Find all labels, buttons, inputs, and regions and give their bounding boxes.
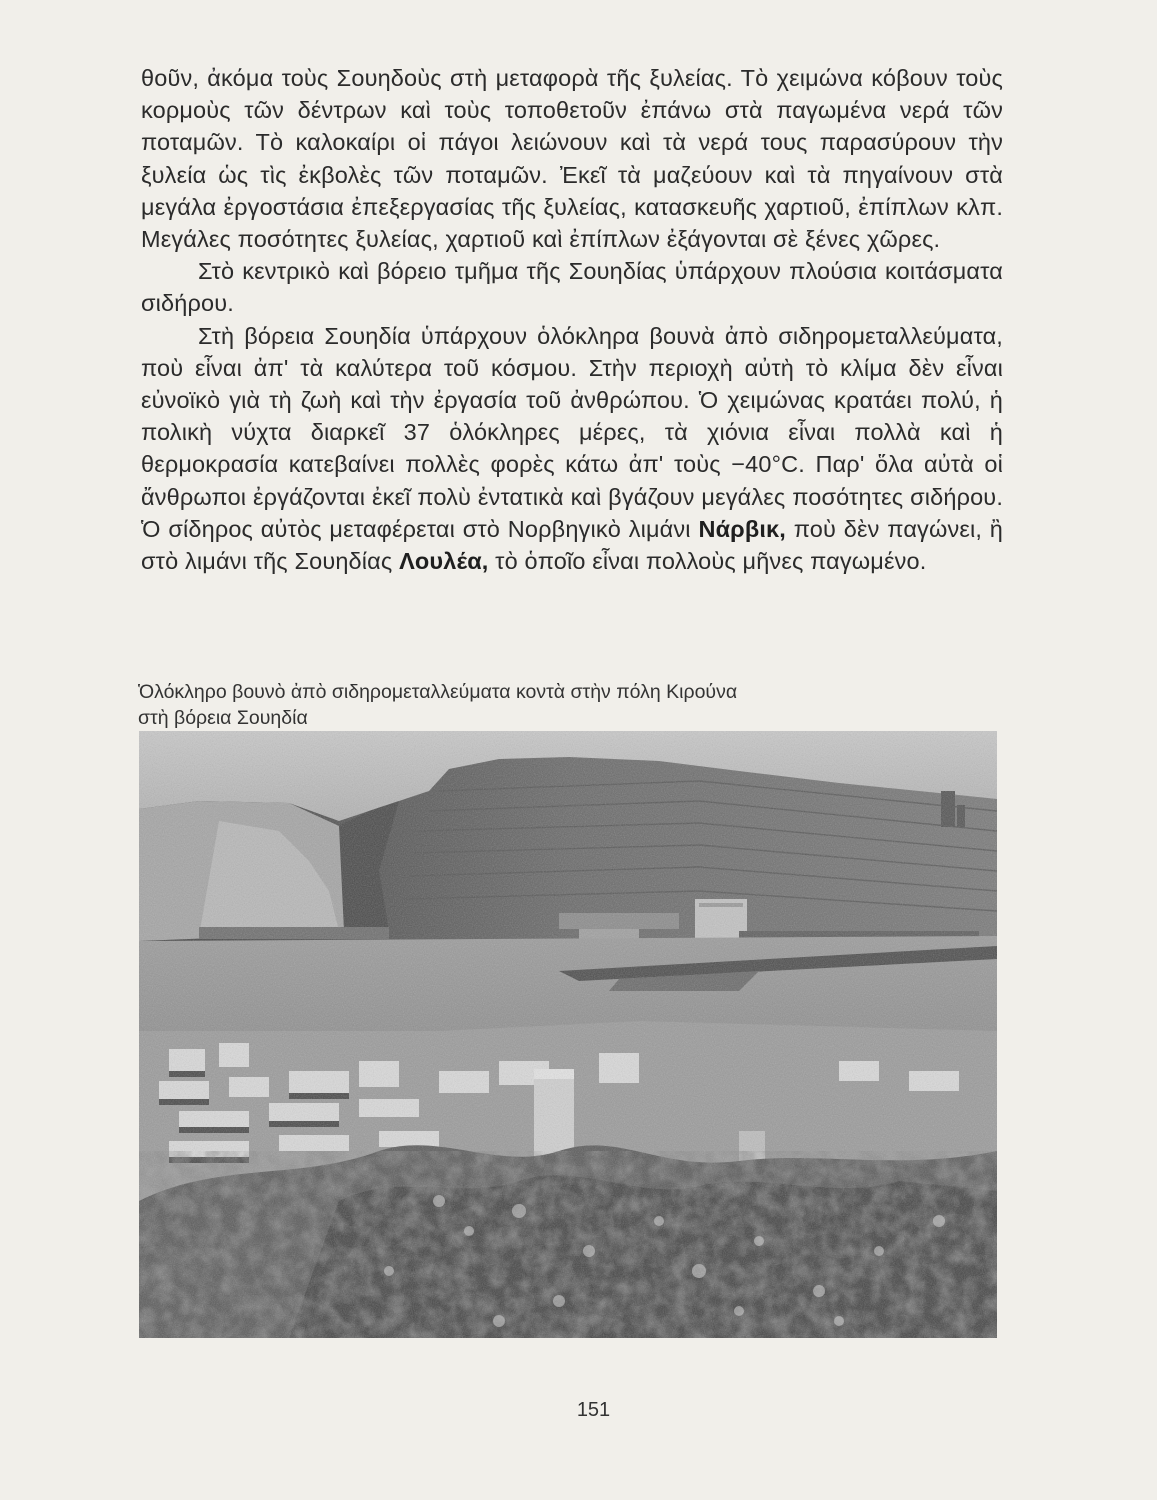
paragraph-timber: θοῦν, ἀκόμα τοὺς Σουηδοὺς στὴ μεταφορὰ τῆς ξυλείας. Τὸ χειμώνα κόβουν τοὺς κορμοὺς τῶν δέντρων καὶ τοὺς τοποθετοῦν ἐπάνω στὰ παγωμένα νερά τῶν ποταμῶν. Τὸ καλοκαίρι οἱ πάγοι λειώνουν καὶ τὰ νερά τους παρασύρουν τὴν ξυλεία ὡς τὶς ἐκβολὲς τῶν ποταμῶν. Ἐκεῖ τὰ μαζεύουν καὶ τὰ πηγαίνουν στὰ μεγάλα ἐργοστάσια ἐπεξεργασίας τῆς ξυλείας, κατασκευῆς χαρτιοῦ, ἐπίπλων κλπ. Μεγάλες ποσότητες ξυλείας, χαρτιοῦ καὶ ἐπίπλων ἐξάγονται σὲ ξένες χῶρες. [141, 65, 1003, 253]
paragraph-text-after: τὸ ὁποῖο εἶναι πολλοὺς μῆνες παγωμένο. [488, 548, 927, 575]
paragraph-text-before: Στὴ βόρεια Σουηδία ὑπάρχουν ὁλόκληρα βουνὰ ἀπὸ σιδηρομεταλλεύματα, ποὺ εἶναι ἀπ' τὰ καλύτερα τοῦ κόσμου. Στὴν περιοχὴ αὐτὴ τὸ κλίμα δὲν εἶναι εὐνοϊκὸ γιὰ τὴ ζωὴ καὶ τὴν ἐργασία τοῦ ἀνθρώπου. Ὁ χειμώνας κρατάει πολύ, ἡ πολικὴ νύχτα διαρκεῖ 37 ὁλόκληρες μέρες, τὰ χιόνια εἶναι πολλὰ καὶ ἡ θερμοκρασία κατεβαίνει πολλὲς φορὲς κάτω ἀπ' τοὺς −40°C. Παρ' ὅλα αὐτὰ οἱ ἄνθρωποι ἐργάζονται ἐκεῖ πολὺ ἐντατικὰ καὶ βγάζουν μεγάλες ποσότητες σιδήρου. Ὁ σίδηρος αὐτὸς μεταφέρεται στὸ Νορβηγικὸ λιμάνι [141, 322, 1003, 542]
lulea-bold: Λουλέα, [399, 548, 489, 575]
kiruna-mine-photo [139, 731, 997, 1338]
paragraph-text-middle: ποὺ δὲν παγώνει, ἢ στὸ λιμάνι τῆς Σουηδίας [141, 515, 1004, 575]
page-number: 151 [576, 1399, 611, 1421]
caption-line-1: Ὁλόκληρο βουνὸ ἀπὸ σιδηρομεταλλεύματα κοντὰ στὴν πόλη Κιρούνα [138, 681, 738, 703]
narvik-bold: Νάρβικ, [698, 515, 786, 542]
paragraph-iron-deposits: Στὸ κεντρικὸ καὶ βόρειο τμῆμα τῆς Σουηδίας ὑπάρχουν πλούσια κοιτάσματα σιδήρου. [141, 258, 1003, 317]
caption-line-2: στὴ βόρεια Σουηδία [138, 707, 308, 729]
body-text [141, 62, 1003, 577]
photo-caption [138, 679, 918, 731]
paragraph-northern-sweden [141, 320, 1003, 578]
photo-illustration [139, 731, 997, 1338]
